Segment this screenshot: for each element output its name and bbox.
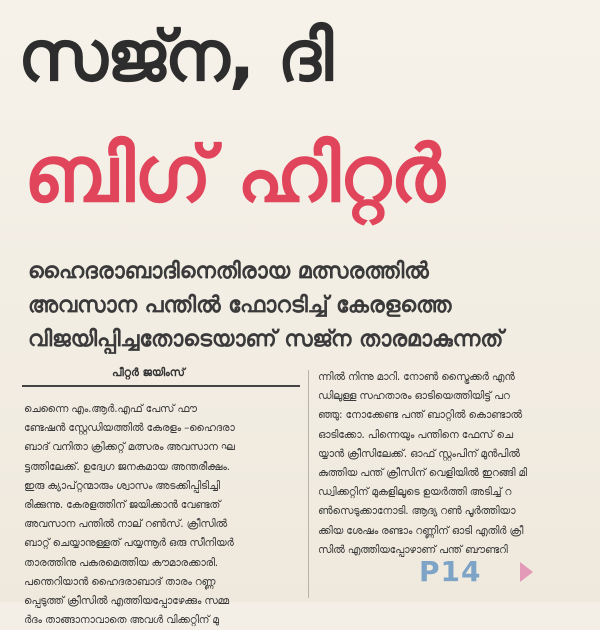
- headline-line-1: സജ്ന, ദി: [18, 15, 333, 97]
- article-line: യ്യാൻ ക്രീസിലേക്ക്. ഓഫ് സ്റ്റംപിന് മുൻപിൽ: [318, 447, 520, 460]
- article-line: ബാദ് വനിതാ ക്രിക്കറ്റ് മത്സരം അവസാന ഘ: [24, 441, 235, 454]
- article-line: ഇരു ക്യാപ്റ്റന്മാരും ശ്വാസം അടക്കിപ്പിടിച്ചി: [24, 479, 220, 492]
- article-line: ബാറ്റ് ചെയ്യാനുള്ളത് പയ്യന്നൂർ ഒരു സീനിയർ: [24, 537, 234, 550]
- article-line: പ്പെടുത്ത് ക്രീസിൽ എത്തിയപ്പോഴേക്കും സമ്മ: [24, 595, 229, 608]
- article-line: ർദം താങ്ങാനാവാതെ അവൾ വിക്കറ്റിന് മു: [24, 614, 219, 627]
- article-line: ഞ്ഞു: നോക്കേണ്ട പന്ത് ബാറ്റിൽ കൊണ്ടാൽ: [318, 409, 522, 422]
- article-left-column: [24, 400, 302, 630]
- article-line: ൺസെടുക്കാനോടി. ആദ്യ റൺ പൂർത്തിയാ: [318, 505, 516, 518]
- article-right-column: [318, 368, 588, 560]
- column-divider: [308, 370, 309, 598]
- arrow-right-icon: [520, 562, 533, 582]
- article-line: കുത്തിയ പന്ത് ക്രീസിന് വെളിയിൽ ഇറങ്ങി മി: [318, 467, 527, 480]
- article-line: സിൽ എത്തിയപ്പോഴാണ് പന്ത് ബൗണ്ടറി: [318, 543, 508, 556]
- article-line: ട്ടത്തിലേക്ക്. ഉദ്വേഗ ജനകമായ അന്തരീക്ഷം.: [24, 460, 230, 473]
- article-line: ന്നിൽ നിന്നു മാറി. നോൺ സ്ട്രൈക്കർ എൻ: [318, 371, 515, 383]
- byline: പീറ്റർ ജയിംസ്: [112, 366, 185, 379]
- headline-line-2: ബിഗ് ഹിറ്റർ: [24, 130, 444, 220]
- article-line: താരത്തിനു പകരമെത്തിയ കൗമാരക്കാരി.: [24, 556, 218, 569]
- article-line: ഡ്വിക്കറ്റിന് മുകളിലൂടെ ഉയർത്തി അടിച്ച് റ: [318, 486, 512, 499]
- article-line: പന്തെറിയാൻ ഹൈദരാബാദ് താരം റണ്ണ: [24, 575, 216, 588]
- article-line: രിക്കുന്നു. കേരളത്തിന് ജയിക്കാൻ വേണ്ടത്: [24, 499, 221, 512]
- article-line: ക്കിയ ശേഷം രണ്ടാം റണ്ണിന് ഓടി എതിർ ക്രീ: [318, 524, 524, 537]
- article-line: ണ്ടേഷൻ സ്റ്റേഡിയത്തിൽ കേരളം –ഹൈദരാ: [24, 422, 235, 435]
- article-line: അവസാന പന്തിൽ നാല് റൺസ്. ക്രീസിൽ: [24, 518, 227, 531]
- subheadline-line: വിജയിപ്പിച്ചതോടെയാണ് സജ്ന താരമാകുന്നത്: [28, 327, 504, 352]
- subheadline-line: അവസാന പന്തിൽ ഫോറടിച്ച് കേരളത്തെ: [28, 293, 452, 318]
- page-number: P14: [419, 555, 482, 588]
- article-line: ഡിലുള്ള സഹതാരം ഓടിയെത്തിയിട്ട് പറ: [318, 390, 510, 403]
- article-line: ചെന്നൈ എം.ആർ.എഫ് പേസ് ഫൗ: [24, 403, 197, 415]
- subheadline-line: ഹൈദരാബാദിനെതിരായ മത്സരത്തിൽ: [28, 259, 429, 284]
- article-line: ഓടിക്കോ. പിന്നെയും പന്തിനെ ഫേസ് ചെ: [318, 428, 513, 441]
- byline-rule: [22, 385, 300, 387]
- subheadline: [28, 255, 580, 357]
